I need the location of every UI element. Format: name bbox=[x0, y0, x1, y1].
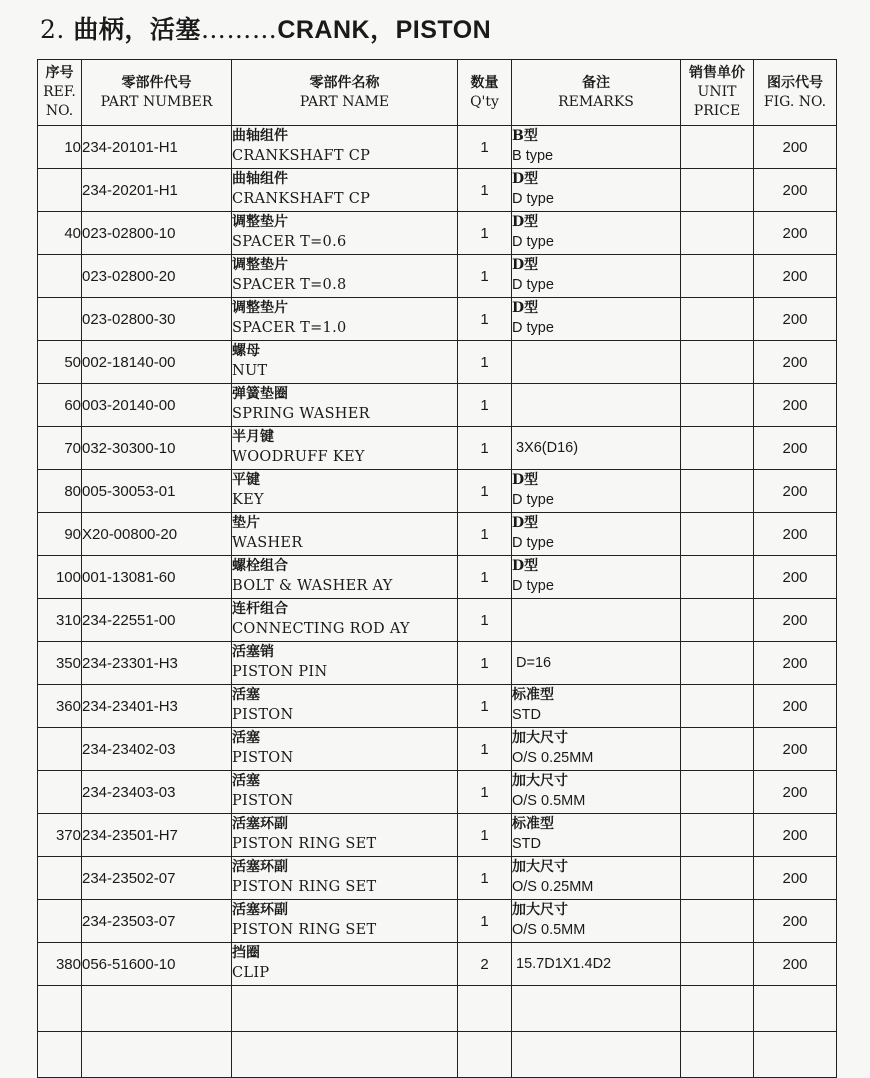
table-row bbox=[38, 728, 837, 771]
part-name-cell bbox=[232, 771, 458, 814]
part-name-en: SPRING WASHER bbox=[232, 406, 370, 422]
fig-no-cell: 200 bbox=[754, 126, 837, 169]
table-row bbox=[38, 255, 837, 298]
unit-price-cell bbox=[681, 427, 754, 470]
part-name-en: CRANKSHAFT CP bbox=[232, 191, 371, 207]
part-number-cell: 002-18140-00 bbox=[82, 341, 232, 384]
unit-price-cell bbox=[681, 255, 754, 298]
part-name-en: PISTON RING SET bbox=[232, 836, 377, 852]
unit-price-cell bbox=[681, 642, 754, 685]
ref-no-cell: 90 bbox=[38, 513, 82, 556]
fig-no-cell: 200 bbox=[754, 599, 837, 642]
qty-cell: 1 bbox=[458, 556, 512, 599]
unit-price-cell bbox=[681, 212, 754, 255]
part-name-cell bbox=[232, 513, 458, 556]
remarks-en: O/S 0.5MM bbox=[512, 922, 586, 938]
remarks-cn: D型 bbox=[512, 171, 539, 187]
unit-price-cell bbox=[681, 341, 754, 384]
part-name-en: SPACER T=0.6 bbox=[232, 234, 347, 250]
part-name-cell bbox=[232, 943, 458, 986]
table-row bbox=[38, 814, 837, 857]
ref-no-cell: 10 bbox=[38, 126, 82, 169]
fig-no-cell: 200 bbox=[754, 642, 837, 685]
fig-no-cell: 200 bbox=[754, 298, 837, 341]
header-fig-no: 图示代号 FIG. NO. bbox=[754, 60, 837, 126]
part-name-cn: 垫片 bbox=[232, 515, 260, 531]
part-name-cell bbox=[232, 599, 458, 642]
table-row bbox=[38, 900, 837, 943]
section-title bbox=[40, 10, 491, 46]
part-name-cn: 活塞 bbox=[232, 687, 260, 703]
unit-price-cell bbox=[681, 900, 754, 943]
table-row bbox=[38, 642, 837, 685]
remarks-cell: 3X6(D16) bbox=[512, 427, 681, 470]
blank-cell bbox=[512, 986, 681, 1032]
part-name-cn: 调整垫片 bbox=[232, 257, 288, 273]
fig-no-cell: 200 bbox=[754, 341, 837, 384]
remarks-en: D type bbox=[512, 492, 554, 508]
table-row bbox=[38, 470, 837, 513]
remarks-cell bbox=[512, 212, 681, 255]
ref-no-cell: 60 bbox=[38, 384, 82, 427]
part-name-en: WOODRUFF KEY bbox=[232, 449, 365, 465]
part-name-cell bbox=[232, 857, 458, 900]
remarks-cell bbox=[512, 857, 681, 900]
qty-cell: 1 bbox=[458, 212, 512, 255]
table-row bbox=[38, 341, 837, 384]
part-name-cn: 半月键 bbox=[232, 429, 274, 445]
table-row bbox=[38, 771, 837, 814]
part-name-en: PISTON bbox=[232, 707, 294, 723]
ref-no-cell bbox=[38, 298, 82, 341]
fig-no-cell: 200 bbox=[754, 685, 837, 728]
fig-no-cell: 200 bbox=[754, 900, 837, 943]
unit-price-cell bbox=[681, 556, 754, 599]
part-name-en: CONNECTING ROD AY bbox=[232, 621, 410, 637]
remarks-cell bbox=[512, 556, 681, 599]
part-name-cell bbox=[232, 384, 458, 427]
unit-price-cell bbox=[681, 814, 754, 857]
part-name-cell bbox=[232, 427, 458, 470]
qty-cell: 1 bbox=[458, 900, 512, 943]
remarks-cn: D型 bbox=[512, 472, 539, 488]
remarks-cn: 加大尺寸 bbox=[512, 730, 568, 746]
part-name-cn: 螺母 bbox=[232, 343, 260, 359]
unit-price-cell bbox=[681, 513, 754, 556]
header-remarks: 备注 REMARKS bbox=[512, 60, 681, 126]
part-number-cell: 234-23501-H7 bbox=[82, 814, 232, 857]
part-number-cell: 023-02800-30 bbox=[82, 298, 232, 341]
section-title-dots: ……… bbox=[200, 15, 278, 44]
remarks-cell bbox=[512, 771, 681, 814]
section-title-en: CRANK，PISTON bbox=[277, 16, 492, 44]
table-row bbox=[38, 298, 837, 341]
part-name-cn: 活塞环副 bbox=[232, 859, 288, 875]
part-name-cn: 活塞 bbox=[232, 773, 260, 789]
remarks-en: O/S 0.5MM bbox=[512, 793, 586, 809]
qty-cell: 1 bbox=[458, 513, 512, 556]
ref-no-cell: 350 bbox=[38, 642, 82, 685]
ref-no-cell bbox=[38, 255, 82, 298]
qty-cell: 1 bbox=[458, 642, 512, 685]
table-row bbox=[38, 169, 837, 212]
part-name-en: PISTON RING SET bbox=[232, 922, 377, 938]
part-number-cell: 234-23502-07 bbox=[82, 857, 232, 900]
fig-no-cell: 200 bbox=[754, 857, 837, 900]
part-number-cell: 234-22551-00 bbox=[82, 599, 232, 642]
remarks-cn: D型 bbox=[512, 558, 539, 574]
remarks-cn: D型 bbox=[512, 300, 539, 316]
part-name-cell bbox=[232, 728, 458, 771]
part-name-cell bbox=[232, 212, 458, 255]
header-part-number: 零部件代号 PART NUMBER bbox=[82, 60, 232, 126]
remarks-cell: D=16 bbox=[512, 642, 681, 685]
ref-no-cell: 80 bbox=[38, 470, 82, 513]
unit-price-cell bbox=[681, 169, 754, 212]
qty-cell: 1 bbox=[458, 341, 512, 384]
remarks-en: D type bbox=[512, 578, 554, 594]
remarks-cell bbox=[512, 255, 681, 298]
part-name-cn: 平键 bbox=[232, 472, 260, 488]
ref-no-cell bbox=[38, 857, 82, 900]
blank-cell bbox=[754, 986, 837, 1032]
qty-cell: 2 bbox=[458, 943, 512, 986]
remarks-cell bbox=[512, 298, 681, 341]
part-name-cn: 活塞环副 bbox=[232, 902, 288, 918]
ref-no-cell: 360 bbox=[38, 685, 82, 728]
blank-cell bbox=[512, 1032, 681, 1078]
part-name-en: CRANKSHAFT CP bbox=[232, 148, 371, 164]
unit-price-cell bbox=[681, 857, 754, 900]
part-number-cell: 234-23503-07 bbox=[82, 900, 232, 943]
ref-no-cell: 380 bbox=[38, 943, 82, 986]
unit-price-cell bbox=[681, 384, 754, 427]
blank-cell bbox=[458, 986, 512, 1032]
ref-no-cell: 100 bbox=[38, 556, 82, 599]
part-name-cn: 连杆组合 bbox=[232, 601, 288, 617]
remarks-cell bbox=[512, 126, 681, 169]
ref-no-cell: 40 bbox=[38, 212, 82, 255]
remarks-cell bbox=[512, 384, 681, 427]
part-number-cell: 234-20101-H1 bbox=[82, 126, 232, 169]
blank-cell bbox=[38, 986, 82, 1032]
remarks-en: O/S 0.25MM bbox=[512, 750, 594, 766]
remarks-cell bbox=[512, 900, 681, 943]
part-name-en: WASHER bbox=[232, 535, 303, 551]
fig-no-cell: 200 bbox=[754, 212, 837, 255]
part-number-cell: 005-30053-01 bbox=[82, 470, 232, 513]
part-name-cn: 活塞 bbox=[232, 730, 260, 746]
part-name-en: PISTON RING SET bbox=[232, 879, 377, 895]
blank-cell bbox=[232, 986, 458, 1032]
part-name-cn: 螺栓组合 bbox=[232, 558, 288, 574]
part-name-cell bbox=[232, 169, 458, 212]
part-number-cell: 023-02800-10 bbox=[82, 212, 232, 255]
remarks-en: D type bbox=[512, 277, 554, 293]
blank-cell bbox=[681, 986, 754, 1032]
unit-price-cell bbox=[681, 298, 754, 341]
part-name-en: SPACER T=1.0 bbox=[232, 320, 347, 336]
part-name-en: KEY bbox=[232, 492, 264, 508]
ref-no-cell: 70 bbox=[38, 427, 82, 470]
unit-price-cell bbox=[681, 685, 754, 728]
fig-no-cell: 200 bbox=[754, 943, 837, 986]
remarks-cell: 15.7D1X1.4D2 bbox=[512, 943, 681, 986]
table-row bbox=[38, 126, 837, 169]
table-row bbox=[38, 513, 837, 556]
ref-no-cell: 370 bbox=[38, 814, 82, 857]
remarks-cn: D型 bbox=[512, 257, 539, 273]
part-name-en: CLIP bbox=[232, 965, 270, 981]
ref-no-cell bbox=[38, 169, 82, 212]
remarks-en: STD bbox=[512, 707, 541, 723]
part-name-en: PISTON bbox=[232, 793, 294, 809]
blank-cell bbox=[754, 1032, 837, 1078]
part-name-cn: 弹簧垫圈 bbox=[232, 386, 288, 402]
section-title-cn: 曲柄，活塞 bbox=[73, 15, 201, 44]
blank-cell bbox=[232, 1032, 458, 1078]
remarks-cell bbox=[512, 728, 681, 771]
table-row bbox=[38, 943, 837, 986]
remarks-en: STD bbox=[512, 836, 541, 852]
part-name-cn: 挡圈 bbox=[232, 945, 260, 961]
qty-cell: 1 bbox=[458, 771, 512, 814]
header-ref-no: 序号 REF. NO. bbox=[38, 60, 82, 126]
fig-no-cell: 200 bbox=[754, 814, 837, 857]
qty-cell: 1 bbox=[458, 255, 512, 298]
fig-no-cell: 200 bbox=[754, 427, 837, 470]
blank-cell bbox=[681, 1032, 754, 1078]
unit-price-cell bbox=[681, 771, 754, 814]
ref-no-cell bbox=[38, 771, 82, 814]
part-name-cn: 曲轴组件 bbox=[232, 128, 288, 144]
remarks-en: D type bbox=[512, 320, 554, 336]
remarks-cn: 加大尺寸 bbox=[512, 902, 568, 918]
section-number: 2. bbox=[40, 15, 65, 44]
blank-cell bbox=[82, 986, 232, 1032]
part-number-cell: 234-23301-H3 bbox=[82, 642, 232, 685]
unit-price-cell bbox=[681, 943, 754, 986]
remarks-cell bbox=[512, 814, 681, 857]
header-row bbox=[38, 60, 837, 126]
table-row bbox=[38, 427, 837, 470]
blank-row bbox=[38, 1032, 837, 1078]
qty-cell: 1 bbox=[458, 298, 512, 341]
ref-no-cell bbox=[38, 728, 82, 771]
remarks-cn: B型 bbox=[512, 128, 538, 144]
part-name-en: SPACER T=0.8 bbox=[232, 277, 347, 293]
part-name-en: BOLT & WASHER AY bbox=[232, 578, 393, 594]
table-row bbox=[38, 857, 837, 900]
fig-no-cell: 200 bbox=[754, 470, 837, 513]
remarks-en: O/S 0.25MM bbox=[512, 879, 594, 895]
part-name-cn: 曲轴组件 bbox=[232, 171, 288, 187]
remarks-en: D type bbox=[512, 191, 554, 207]
remarks-cn: 加大尺寸 bbox=[512, 859, 568, 875]
fig-no-cell: 200 bbox=[754, 513, 837, 556]
table-row bbox=[38, 599, 837, 642]
part-name-en: NUT bbox=[232, 363, 268, 379]
part-name-cell bbox=[232, 642, 458, 685]
part-name-cell bbox=[232, 341, 458, 384]
unit-price-cell bbox=[681, 599, 754, 642]
qty-cell: 1 bbox=[458, 685, 512, 728]
remarks-cn: D型 bbox=[512, 214, 539, 230]
part-number-cell: 032-30300-10 bbox=[82, 427, 232, 470]
ref-no-cell bbox=[38, 900, 82, 943]
ref-no-cell: 310 bbox=[38, 599, 82, 642]
qty-cell: 1 bbox=[458, 814, 512, 857]
header-part-name: 零部件名称 PART NAME bbox=[232, 60, 458, 126]
remarks-cell bbox=[512, 513, 681, 556]
qty-cell: 1 bbox=[458, 470, 512, 513]
ref-no-cell: 50 bbox=[38, 341, 82, 384]
fig-no-cell: 200 bbox=[754, 728, 837, 771]
remarks-en: D type bbox=[512, 535, 554, 551]
part-name-cell bbox=[232, 470, 458, 513]
header-qty: 数量 Q'ty bbox=[458, 60, 512, 126]
part-number-cell: 023-02800-20 bbox=[82, 255, 232, 298]
remarks-en: D type bbox=[512, 234, 554, 250]
part-name-cell bbox=[232, 900, 458, 943]
part-name-cell bbox=[232, 814, 458, 857]
blank-cell bbox=[38, 1032, 82, 1078]
part-number-cell: 234-23403-03 bbox=[82, 771, 232, 814]
remarks-cell bbox=[512, 685, 681, 728]
remarks-cell bbox=[512, 341, 681, 384]
part-name-en: PISTON bbox=[232, 750, 294, 766]
qty-cell: 1 bbox=[458, 857, 512, 900]
part-number-cell: 001-13081-60 bbox=[82, 556, 232, 599]
blank-cell bbox=[458, 1032, 512, 1078]
remarks-cn: 标准型 bbox=[512, 687, 554, 703]
table-row bbox=[38, 556, 837, 599]
fig-no-cell: 200 bbox=[754, 556, 837, 599]
qty-cell: 1 bbox=[458, 169, 512, 212]
part-name-cn: 活塞环副 bbox=[232, 816, 288, 832]
table-row bbox=[38, 384, 837, 427]
table-row bbox=[38, 685, 837, 728]
blank-cell bbox=[82, 1032, 232, 1078]
remarks-cell bbox=[512, 169, 681, 212]
qty-cell: 1 bbox=[458, 126, 512, 169]
part-name-cn: 活塞销 bbox=[232, 644, 274, 660]
part-name-cell bbox=[232, 255, 458, 298]
remarks-cn: 加大尺寸 bbox=[512, 773, 568, 789]
part-name-cell bbox=[232, 298, 458, 341]
fig-no-cell: 200 bbox=[754, 384, 837, 427]
fig-no-cell: 200 bbox=[754, 771, 837, 814]
part-number-cell: 056-51600-10 bbox=[82, 943, 232, 986]
unit-price-cell bbox=[681, 126, 754, 169]
qty-cell: 1 bbox=[458, 599, 512, 642]
remarks-cn: D型 bbox=[512, 515, 539, 531]
part-name-cn: 调整垫片 bbox=[232, 214, 288, 230]
table-row bbox=[38, 212, 837, 255]
unit-price-cell bbox=[681, 728, 754, 771]
qty-cell: 1 bbox=[458, 427, 512, 470]
part-name-cell bbox=[232, 126, 458, 169]
part-name-cn: 调整垫片 bbox=[232, 300, 288, 316]
part-number-cell: 003-20140-00 bbox=[82, 384, 232, 427]
fig-no-cell: 200 bbox=[754, 255, 837, 298]
parts-table bbox=[37, 59, 837, 1078]
header-unit-price: 销售单价 UNIT PRICE bbox=[681, 60, 754, 126]
remarks-cell bbox=[512, 599, 681, 642]
part-number-cell: X20-00800-20 bbox=[82, 513, 232, 556]
qty-cell: 1 bbox=[458, 384, 512, 427]
qty-cell: 1 bbox=[458, 728, 512, 771]
fig-no-cell: 200 bbox=[754, 169, 837, 212]
part-number-cell: 234-23402-03 bbox=[82, 728, 232, 771]
part-number-cell: 234-20201-H1 bbox=[82, 169, 232, 212]
part-name-cell bbox=[232, 685, 458, 728]
unit-price-cell bbox=[681, 470, 754, 513]
remarks-en: B type bbox=[512, 148, 554, 164]
part-name-cell bbox=[232, 556, 458, 599]
remarks-cell bbox=[512, 470, 681, 513]
part-name-en: PISTON PIN bbox=[232, 664, 328, 680]
parts-body bbox=[38, 126, 837, 1078]
part-number-cell: 234-23401-H3 bbox=[82, 685, 232, 728]
remarks-cn: 标准型 bbox=[512, 816, 554, 832]
blank-row bbox=[38, 986, 837, 1032]
